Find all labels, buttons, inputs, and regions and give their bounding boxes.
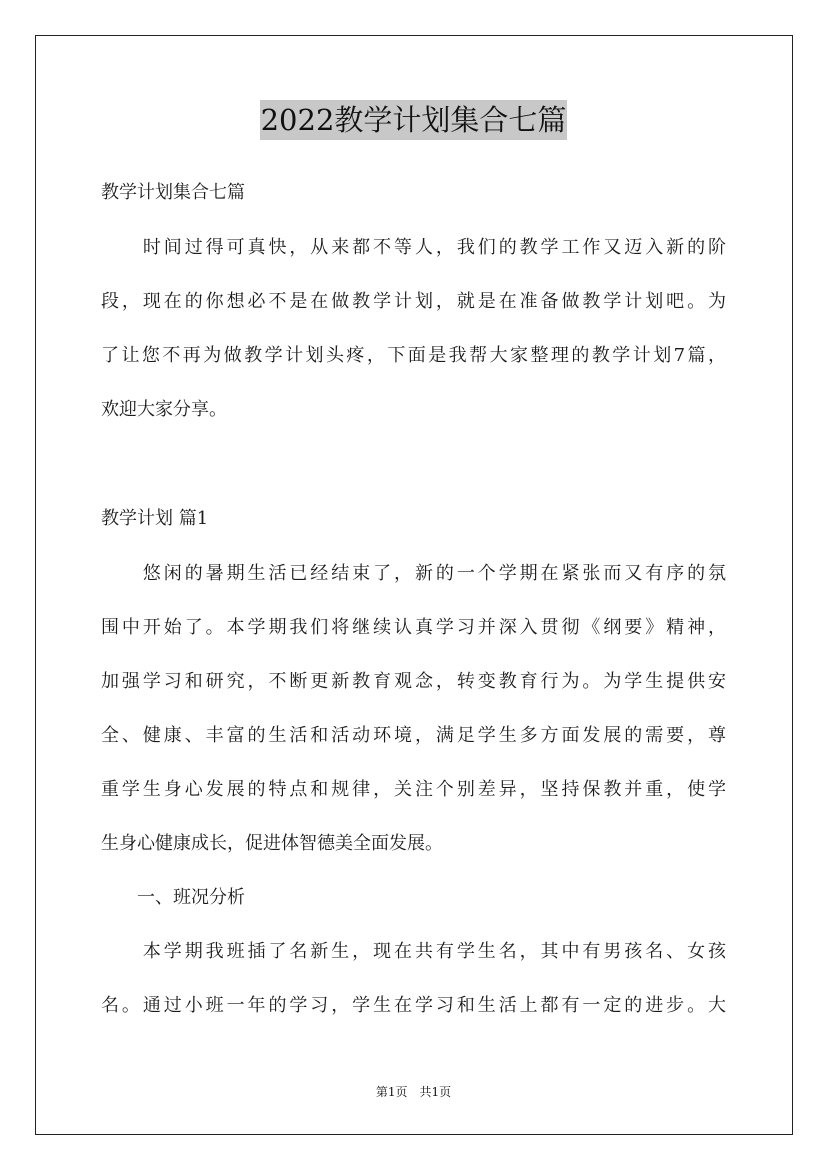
body-line: 了让您不再为做教学计划头疼，下面是我帮大家整理的教学计划7篇，	[101, 345, 726, 366]
page-footer: 第1页 共1页	[375, 1085, 452, 1099]
body-line: 欢迎大家分享。	[101, 399, 227, 420]
body-line: 段，现在的你想必不是在做教学计划，就是在准备做教学计划吧。为	[101, 291, 726, 312]
body-line: 全、健康、丰富的生活和活动环境，满足学生多方面发展的需要，尊	[101, 725, 726, 746]
body-line: 时间过得可真快，从来都不等人，我们的教学工作又迈入新的阶	[101, 237, 726, 258]
body-line: 生身心健康成长，促进体智德美全面发展。	[101, 833, 443, 854]
subsection-heading: 一、班况分析	[101, 887, 245, 908]
document-title: 2022教学计划集合七篇	[260, 100, 568, 140]
body-line: 加强学习和研究，不断更新教育观念，转变教育行为。为学生提供安	[101, 671, 726, 692]
body-line: 悠闲的暑期生活已经结束了，新的一个学期在紧张而又有序的氛	[101, 563, 726, 584]
title-wrap	[0, 100, 827, 140]
body-line: 重学生身心发展的特点和规律，关注个别差异，坚持保教并重，使学	[101, 779, 726, 800]
subtitle-line: 教学计划集合七篇	[101, 182, 245, 203]
body-line: 本学期我班插了名新生，现在共有学生名，其中有男孩名、女孩	[101, 941, 726, 962]
body-line: 围中开始了。本学期我们将继续认真学习并深入贯彻《纲要》精神，	[101, 617, 726, 638]
body-line: 名。通过小班一年的学习，学生在学习和生活上都有一定的进步。大	[101, 995, 726, 1016]
section-heading: 教学计划 篇1	[101, 508, 209, 529]
